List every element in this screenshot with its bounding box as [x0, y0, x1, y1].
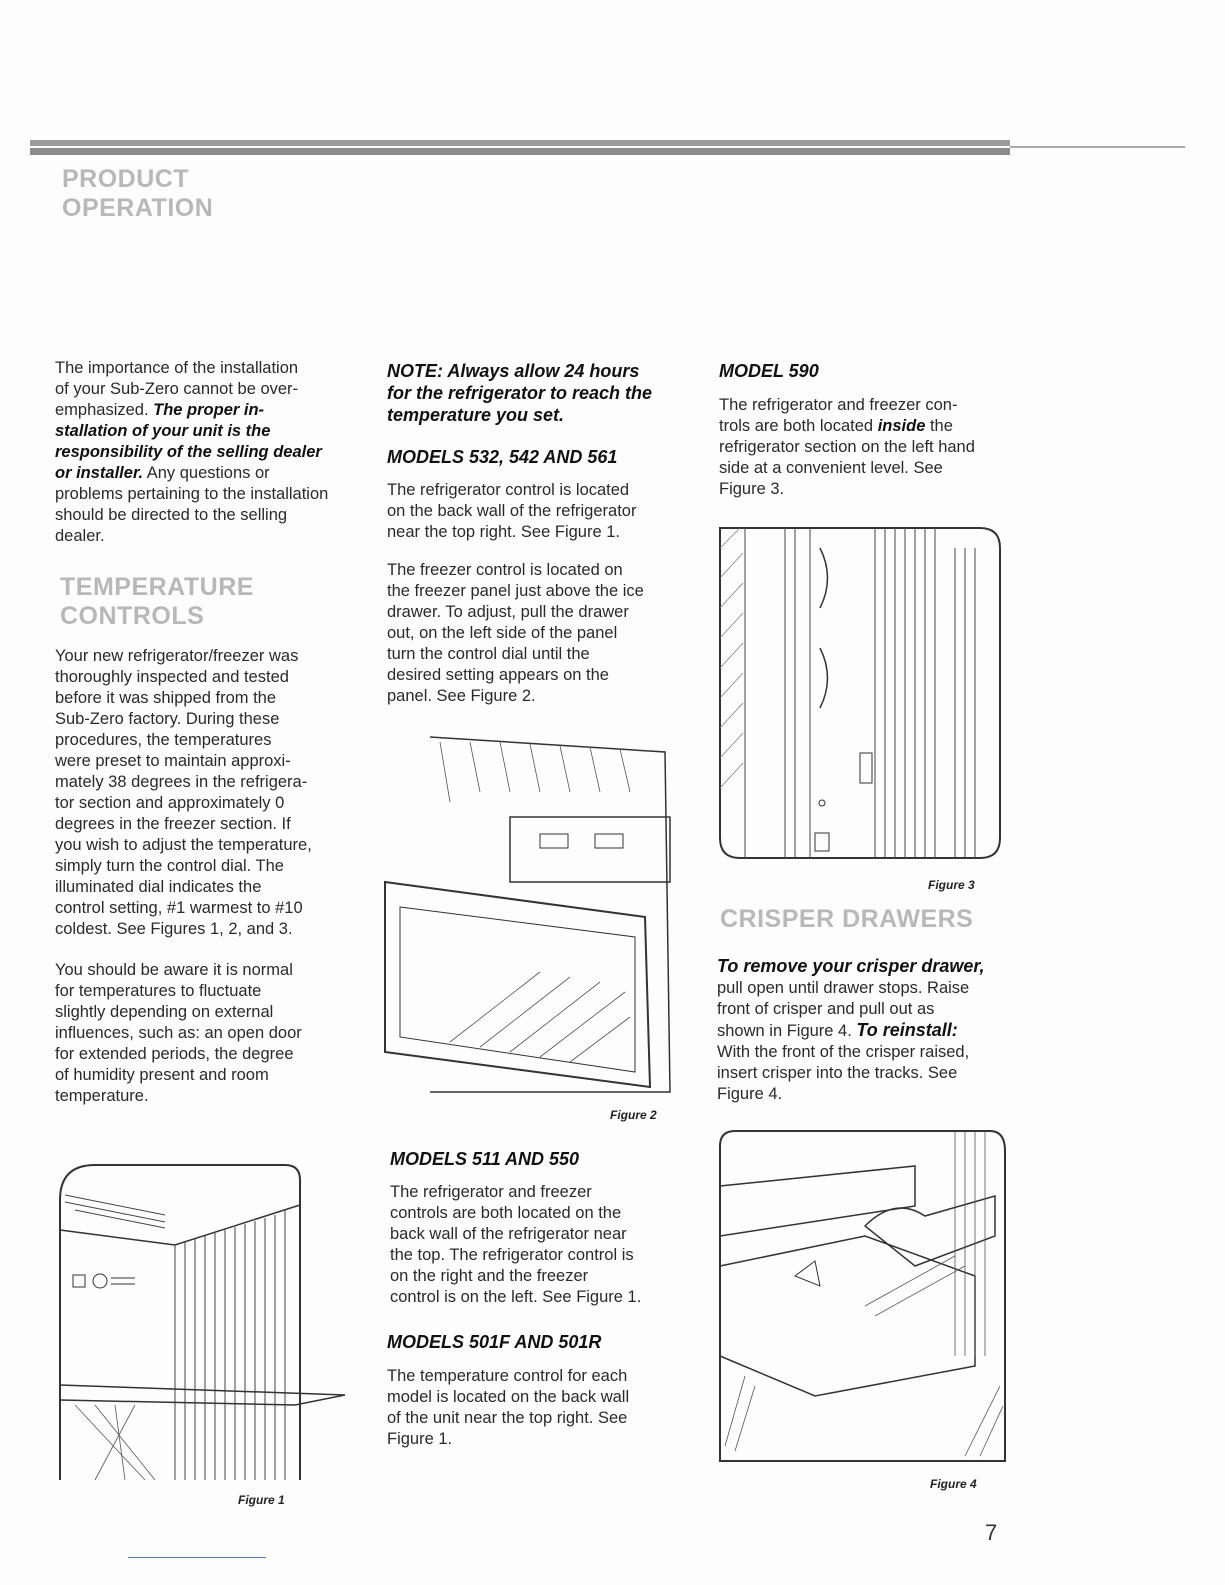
- intro-paragraph: [55, 358, 375, 547]
- figure-4-caption: Figure 4: [930, 1477, 977, 1491]
- heading-models-532-542-561: MODELS 532, 542 AND 561: [387, 447, 618, 467]
- heading-models-501f-501r: MODELS 501F AND 501R: [387, 1332, 602, 1352]
- figure-2-illustration: [380, 732, 675, 1097]
- text-run: The refrigerator and freezer con- trols are both located: [719, 396, 958, 435]
- figure-2-caption: Figure 2: [610, 1108, 657, 1122]
- header-rule: [30, 140, 1010, 146]
- text-run: the refrigerator section on the left hand side at a convenient level. See Figure 3.: [719, 417, 975, 498]
- figure-1-illustration: [55, 1160, 350, 1485]
- emphasis-run: inside: [877, 417, 926, 435]
- paragraph: [717, 956, 1017, 1105]
- section-heading-temperature-controls: [60, 573, 254, 631]
- text-run: With the front of the crisper raised, insert crisper into the tracks. See Figure 4.: [717, 1043, 970, 1103]
- page-title-line: PRODUCT: [62, 165, 190, 193]
- heading-line: TEMPERATURE: [60, 573, 254, 601]
- paragraph: Your new refrigerator/freezer was thoroughly inspected and tested before it was shipped from the Sub-Zero factory. During these procedures, the temperatures were preset to maintain approxi- mately 38 degrees in the refrigera- tor section and approximately 0 degrees in the freezer section. If you wish to adjust the temperature, simply turn the control dial. The illuminated dial indicates the control setting, #1 warmest to #10 coldest. See Figures 1, 2, and 3.: [55, 647, 312, 938]
- paragraph: You should be aware it is normal for temperatures to fluctuate slightly depending on external influences, such as: an open door for extended periods, the degree of humidity present and room temperature.: [55, 961, 302, 1105]
- paragraph: The refrigerator and freezer controls are both located on the back wall of the refrigerator near the top. The refrigerator control is on the right and the freezer control is on the left. See Figure 1.: [390, 1183, 642, 1306]
- header-rule-thin: [1010, 146, 1185, 148]
- figure-3-illustration: [715, 518, 1005, 863]
- emphasis-run: To reinstall:: [856, 1020, 958, 1040]
- page-title: [62, 165, 213, 223]
- paragraph: The temperature control for each model is located on the back wall of the unit near the top right. See Figure 1.: [387, 1367, 630, 1448]
- figure-4-illustration: [715, 1126, 1010, 1466]
- emphasis-run: The proper in- stallation of your unit is the responsibility of the selling dealer or installer.: [55, 401, 322, 482]
- emphasis-run: To remove your crisper drawer,: [717, 956, 985, 976]
- underline-mark: [128, 1557, 266, 1558]
- header-rule: [30, 148, 1010, 155]
- heading-model-590: MODEL 590: [719, 361, 819, 381]
- section-heading-crisper-drawers: CRISPER DRAWERS: [720, 905, 974, 933]
- heading-line: CONTROLS: [60, 602, 205, 630]
- page-title-line: OPERATION: [62, 194, 214, 222]
- page-number: 7: [985, 1520, 998, 1545]
- figure-1-caption: Figure 1: [238, 1493, 285, 1507]
- text-run: The importance of the installation of your Sub-Zero cannot be over- emphasized.: [55, 359, 299, 419]
- paragraph: The freezer control is located on the freezer panel just above the ice drawer. To adjust, pull the drawer out, on the left side of the panel turn the control dial until the desired setting appears on the panel. See Figure 2.: [387, 561, 644, 705]
- heading-models-511-550: MODELS 511 AND 550: [390, 1149, 580, 1169]
- text-run: Any questions or problems pertaining to the installation should be directed to the selling dealer.: [55, 464, 329, 545]
- paragraph: [719, 395, 1019, 500]
- paragraph: The refrigerator control is located on the back wall of the refrigerator near the top right. See Figure 1.: [387, 481, 637, 541]
- note-heading: NOTE: Always allow 24 hours for the refrigerator to reach the temperature you set.: [387, 361, 653, 425]
- text-run: pull open until drawer stops. Raise front of crisper and pull out as shown in Figure 4.: [717, 979, 970, 1040]
- figure-3-caption: Figure 3: [928, 878, 975, 892]
